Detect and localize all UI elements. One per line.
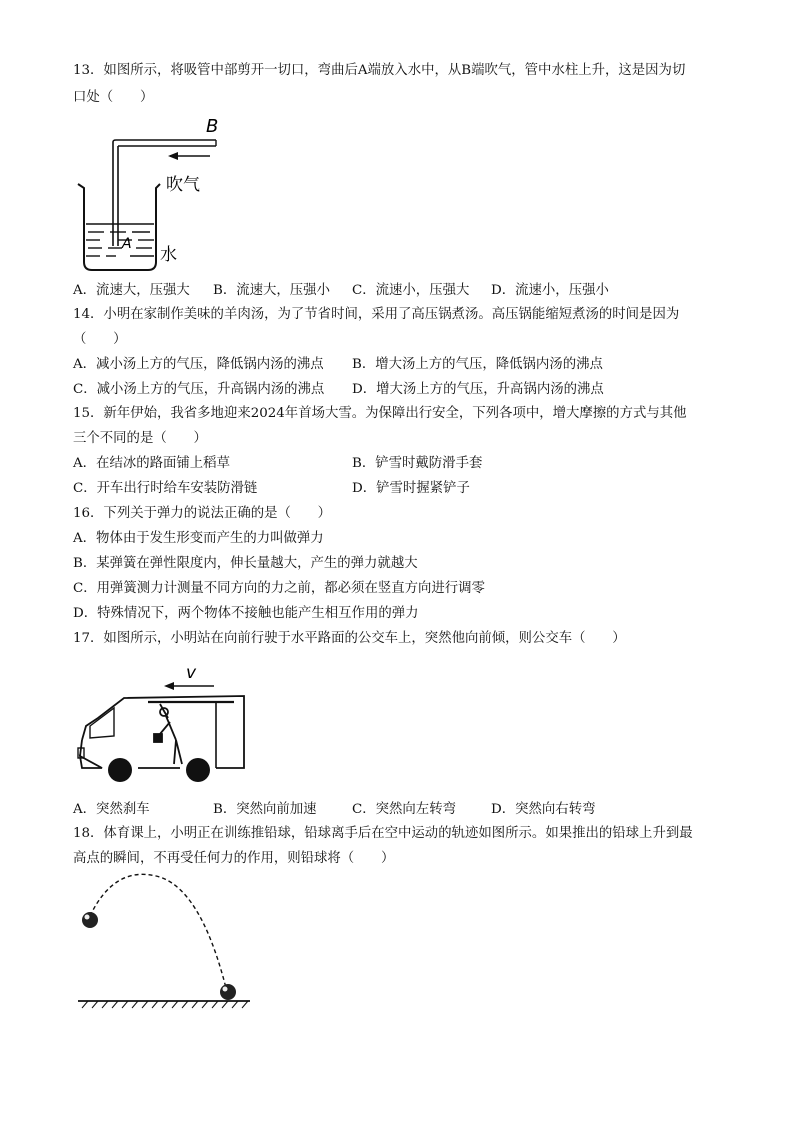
ground-hatch [82, 1001, 248, 1008]
q15-option-b: B．铲雪时戴防滑手套 [352, 456, 483, 471]
q16-option-d: D．特殊情况下，两个物体不接触也能产生相互作用的弹力 [73, 606, 419, 621]
q16-option-c: C．用弹簧测力计测量不同方向的力之前，都必须在竖直方向进行调零 [73, 581, 485, 596]
rear-wheel [186, 758, 210, 782]
q18-stem-line2: 高点的瞬间，不再受任何力的作用，则铅球将（ ） [73, 851, 395, 866]
q14-option-a: A．减小汤上方的气压，降低锅内汤的沸点 [73, 357, 324, 372]
q13-stem-line2: 口处（ ） [73, 90, 154, 105]
bus-window [90, 708, 114, 738]
label-v: v [186, 663, 197, 683]
trajectory-path [90, 874, 226, 988]
label-b: B [206, 116, 219, 137]
q15-stem-line2: 三个不同的是（ ） [73, 431, 207, 446]
q14-option-b: B．增大汤上方的气压，降低锅内汤的沸点 [352, 357, 603, 372]
q17-option-b: B．突然向前加速 [213, 802, 317, 817]
q15-option-a: A．在结冰的路面铺上稻草 [73, 456, 230, 471]
ball-start [82, 912, 98, 928]
ball-landing [220, 984, 236, 1000]
q17-option-d: D．突然向右转弯 [491, 802, 596, 817]
q18-trajectory-figure [74, 870, 254, 1012]
q16-option-b: B．某弹簧在弹性限度内，伸长量越大，产生的弹力就越大 [73, 556, 418, 571]
q13-option-b: B．流速大，压强小 [213, 283, 330, 298]
q13-option-c: C．流速小，压强大 [352, 283, 470, 298]
q15-option-d: D．铲雪时握紧铲子 [352, 481, 470, 496]
q15-option-c: C．开车出行时给车安装防滑链 [73, 481, 258, 496]
q13-stem-line1: 13．如图所示，将吸管中部剪开一切口，弯曲后A端放入水中，从B端吹气，管中水柱上升，这是因为切 [73, 63, 686, 78]
q18-stem-line1: 18．体育课上，小明正在训练推铅球，铅球离手后在空中运动的轨迹如图所示。如果推出的铅球上升到最 [73, 826, 693, 841]
q13-option-d: D．流速小，压强小 [491, 283, 609, 298]
q16-option-a: A．物体由于发生形变而产生的力叫做弹力 [73, 531, 324, 546]
label-a: A [122, 236, 132, 252]
water-lines [86, 224, 154, 256]
person-figure [154, 704, 182, 764]
q13-option-a: A．流速大，压强大 [73, 283, 190, 298]
label-blow: 吹气 [166, 175, 200, 195]
q14-option-c: C．减小汤上方的气压，升高锅内汤的沸点 [73, 382, 325, 397]
q16-stem: 16．下列关于弹力的说法正确的是（ ） [73, 506, 332, 521]
q14-stem-line2: （ ） [73, 332, 127, 347]
q13-straw-beaker-figure [70, 112, 230, 277]
q17-bus-figure [76, 656, 252, 786]
q17-stem: 17．如图所示，小明站在向前行驶于水平路面的公交车上，突然他向前倾，则公交车（ ） [73, 631, 626, 646]
q17-option-a: A．突然刹车 [73, 802, 150, 817]
label-water: 水 [160, 245, 177, 265]
front-wheel [108, 758, 132, 782]
q14-stem-line1: 14．小明在家制作美味的羊肉汤，为了节省时间，采用了高压锅煮汤。高压锅能缩短煮汤的时间是因为 [73, 307, 680, 322]
q15-stem-line1: 15．新年伊始，我省多地迎来2024年首场大雪。为保障出行安全，下列各项中，增大摩擦的方式与其他 [73, 406, 687, 421]
q14-option-d: D．增大汤上方的气压，升高锅内汤的沸点 [352, 382, 604, 397]
q17-option-c: C．突然向左转弯 [352, 802, 456, 817]
